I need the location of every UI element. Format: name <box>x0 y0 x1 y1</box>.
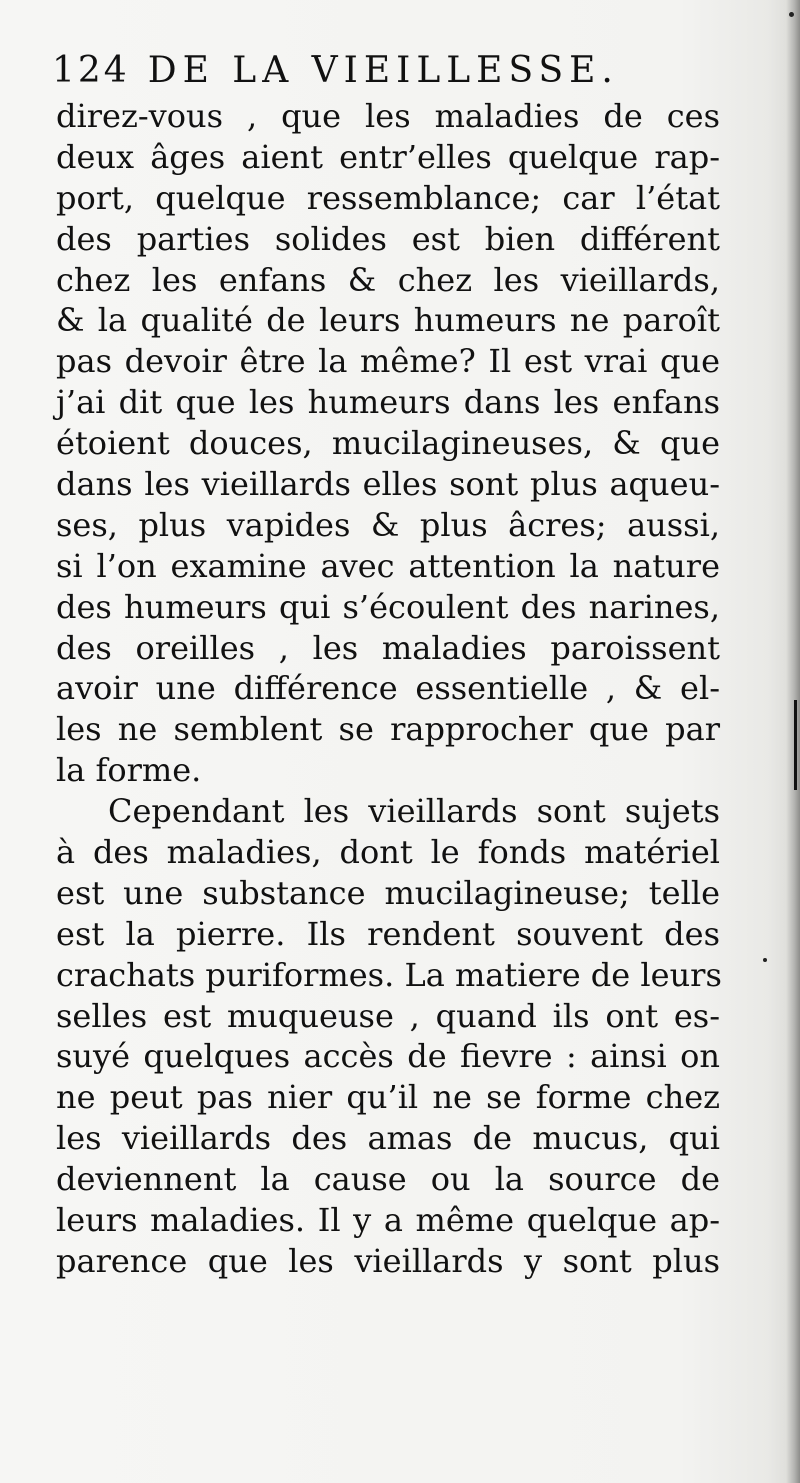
running-head <box>52 50 752 94</box>
scan-speck <box>789 12 794 17</box>
paragraph-start-line: Cependant les vieillards sont sujets <box>108 792 720 831</box>
text-line: port, quelque ressemblance; car l’état <box>56 178 720 217</box>
text-line: chez les enfans & chez les vieillards, <box>56 260 720 299</box>
text-line: deviennent la cause ou la source de <box>56 1160 720 1199</box>
text-line: direz-vous , que les maladies de ces <box>56 97 720 135</box>
text-line: des parties solides est bien différent <box>56 219 720 258</box>
text-line: si l’on examine avec attention la nature <box>56 546 720 585</box>
text-line: les ne semblent se rapprocher que par <box>56 710 720 749</box>
page-number: 124 <box>52 50 130 91</box>
paragraph-end-line: la forme. <box>56 751 202 790</box>
text-line: pas devoir être la même? Il est vrai que <box>56 342 720 381</box>
running-title: DE LA VIEILLESSE. <box>147 50 619 91</box>
text-line: ses, plus vapides & plus âcres; aussi, <box>56 505 720 544</box>
text-line: deux âges aient entr’elles quelque rap- <box>56 137 720 176</box>
text-line: ne peut pas nier qu’il ne se forme chez <box>56 1078 720 1117</box>
text-line: est la pierre. Ils rendent souvent des <box>56 914 720 953</box>
text-line: des humeurs qui s’écoulent des narines, <box>56 587 720 626</box>
body-text <box>56 96 720 1282</box>
text-line: parence que les vieillards y sont plus <box>56 1241 720 1280</box>
text-line: crachats puriformes. La matiere de leurs <box>56 955 722 994</box>
text-line: & la qualité de leurs humeurs ne paroît <box>56 301 720 340</box>
text-line: des oreilles , les maladies paroissent <box>56 628 720 667</box>
text-line: j’ai dit que les humeurs dans les enfans <box>56 383 720 422</box>
text-line: avoir une différence essentielle , & el- <box>56 669 720 708</box>
page-edge-shadow <box>786 0 800 1483</box>
scan-speck <box>763 958 767 962</box>
text-line: leurs maladies. Il y a même quelque ap- <box>56 1201 720 1240</box>
text-line: étoient douces, mucilagineuses, & que <box>56 424 720 463</box>
text-line: suyé quelques accès de fievre : ainsi on <box>56 1037 720 1076</box>
scan-edge-mark <box>794 700 797 790</box>
text-line: dans les vieillards elles sont plus aqueu- <box>56 465 720 504</box>
text-line: selles est muqueuse , quand ils ont es- <box>56 996 720 1035</box>
text-line: est une substance mucilagineuse; telle <box>56 873 720 912</box>
text-line: à des maladies, dont le fonds matériel <box>56 833 720 872</box>
text-line: les vieillards des amas de mucus, qui <box>56 1119 720 1158</box>
